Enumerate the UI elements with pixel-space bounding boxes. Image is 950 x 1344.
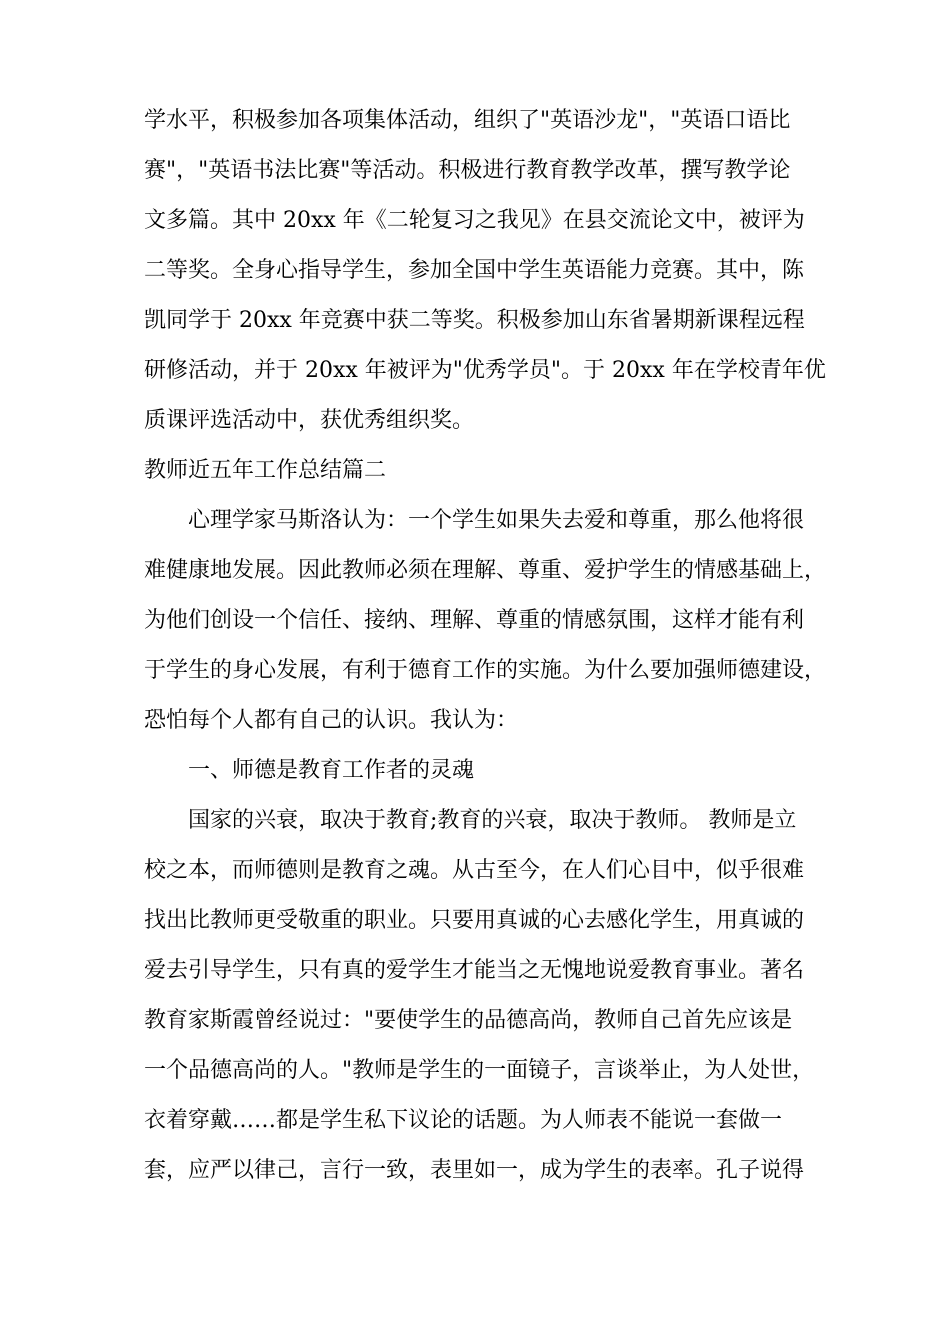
section-heading: 教师近五年工作总结篇二 [144,458,387,483]
text-line: 于学生的身心发展，有利于德育工作的实施。为什么要加强师德建设， [144,658,827,683]
text-line: 心理学家马斯洛认为：一个学生如果失去爱和尊重，那么他将很 [144,508,805,533]
text-line: 学水平，积极参加各项集体活动，组织了"英语沙龙"，"英语口语比 [144,108,791,133]
text-line: 文多篇。其中 20xx 年《二轮复习之我见》在县交流论文中，被评为 [144,208,805,233]
text-line: 衣着穿戴……都是学生私下议论的话题。为人师表不能说一套做一 [144,1108,783,1133]
text-line: 校之本，而师德则是教育之魂。从古至今，在人们心目中，似乎很难 [144,858,805,883]
text-line: 难健康地发展。因此教师必须在理解、尊重、爱护学生的情感基础上， [144,558,827,583]
text-line: 一个品德高尚的人。"教师是学生的一面镜子，言谈举止，为人处世， [144,1058,815,1083]
text-line: 找出比教师更受敬重的职业。只要用真诚的心去感化学生，用真诚的 [144,908,805,933]
text-line: 为他们创设一个信任、接纳、理解、尊重的情感氛围，这样才能有利 [144,608,805,633]
text-line: 二等奖。全身心指导学生，参加全国中学生英语能力竞赛。其中，陈 [144,258,805,283]
text-line: 凯同学于 20xx 年竞赛中获二等奖。积极参加山东省暑期新课程远程 [144,308,805,333]
text-line: 套，应严以律己，言行一致，表里如一，成为学生的表率。孔子说得 [144,1158,805,1183]
text-line: 赛"，"英语书法比赛"等活动。积极进行教育教学改革，撰写教学论 [144,158,791,183]
text-line: 教育家斯霞曾经说过："要使学生的品德高尚，教师自己首先应该是 [144,1008,793,1033]
text-line: 爱去引导学生，只有真的爱学生才能当之无愧地说爱教育事业。著名 [144,958,805,983]
text-line: 研修活动，并于 20xx 年被评为"优秀学员"。于 20xx 年在学校青年优 [144,358,826,383]
text-line: 国家的兴衰，取决于教育;教育的兴衰，取决于教师。 教师是立 [144,808,797,833]
text-line: 恐怕每个人都有自己的认识。我认为： [144,708,519,733]
text-line: 质课评选活动中，获优秀组织奖。 [144,408,475,433]
subsection-heading: 一、师德是教育工作者的灵魂 [144,758,475,783]
